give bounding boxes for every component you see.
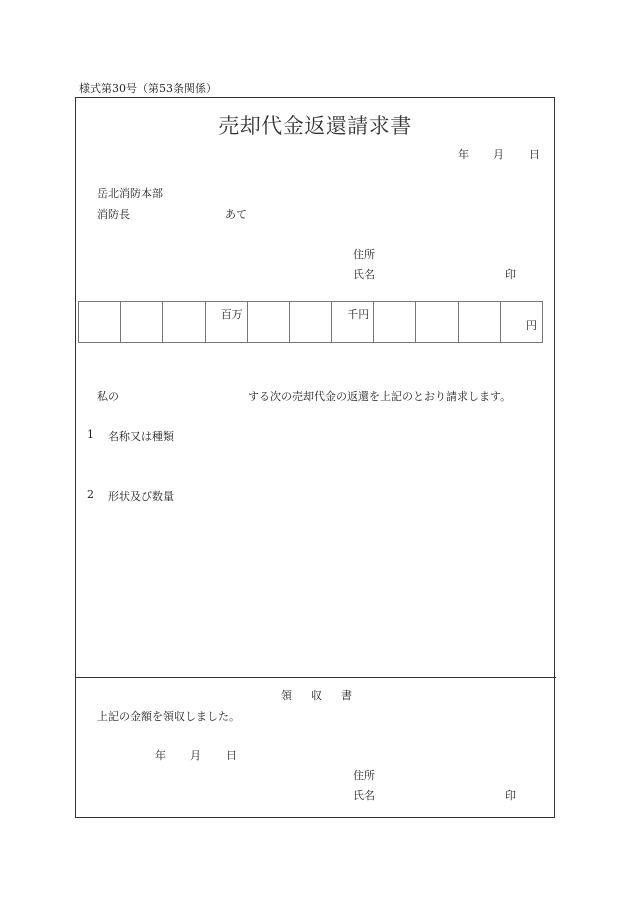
amount-cell[interactable]: [163, 302, 205, 343]
receipt-date-month: 月: [190, 749, 201, 762]
item-1-label: 名称又は種類: [108, 430, 174, 443]
receipt-divider: [75, 677, 556, 678]
amount-cell[interactable]: [458, 302, 500, 343]
unit-label-yen: 円: [526, 319, 537, 332]
applicant-seal-label: 印: [505, 268, 516, 281]
receipt-date-year: 年: [155, 749, 166, 762]
addressee-organization: 岳北消防本部: [97, 187, 163, 200]
amount-table: [78, 301, 543, 343]
receipt-address-label: 住所: [353, 769, 375, 782]
request-prefix: 私の: [97, 390, 119, 403]
amount-cell[interactable]: [121, 302, 163, 343]
item-2-number: 2: [87, 488, 94, 501]
header-date-month: 月: [493, 148, 504, 161]
amount-cell[interactable]: [247, 302, 289, 343]
addressee-suffix: あて: [225, 208, 247, 221]
addressee-position: 消防長: [97, 208, 130, 221]
receipt-seal-label: 印: [505, 789, 516, 802]
applicant-name-label: 氏名: [353, 268, 375, 281]
item-1-number: 1: [87, 428, 94, 441]
unit-label-millions: 百万: [220, 308, 243, 321]
amount-cell[interactable]: [79, 302, 121, 343]
receipt-name-label: 氏名: [353, 789, 375, 802]
document-title: 売却代金返還請求書: [218, 114, 412, 138]
applicant-address-label: 住所: [353, 248, 375, 261]
amount-cell[interactable]: [374, 302, 416, 343]
unit-label-thousands: 千円: [347, 308, 370, 321]
item-2-label: 形状及び数量: [108, 490, 174, 503]
receipt-statement: 上記の金額を領収しました。: [97, 710, 240, 723]
amount-cell-millions[interactable]: [205, 302, 247, 343]
receipt-title-char-3: 書: [341, 689, 352, 702]
form-number: 様式第30号（第53条関係）: [79, 82, 217, 95]
amount-cell[interactable]: [289, 302, 331, 343]
receipt-title-char-2: 収: [311, 689, 322, 702]
header-date-day: 日: [529, 148, 540, 161]
header-date-year: 年: [458, 148, 469, 161]
amount-cell-yen[interactable]: [500, 302, 542, 343]
request-body: する次の売却代金の返還を上記のとおり請求します。: [248, 390, 512, 403]
receipt-title-char-1: 領: [281, 689, 292, 702]
amount-cell[interactable]: [416, 302, 458, 343]
amount-cell-thousands[interactable]: [332, 302, 374, 343]
receipt-date-day: 日: [226, 749, 237, 762]
